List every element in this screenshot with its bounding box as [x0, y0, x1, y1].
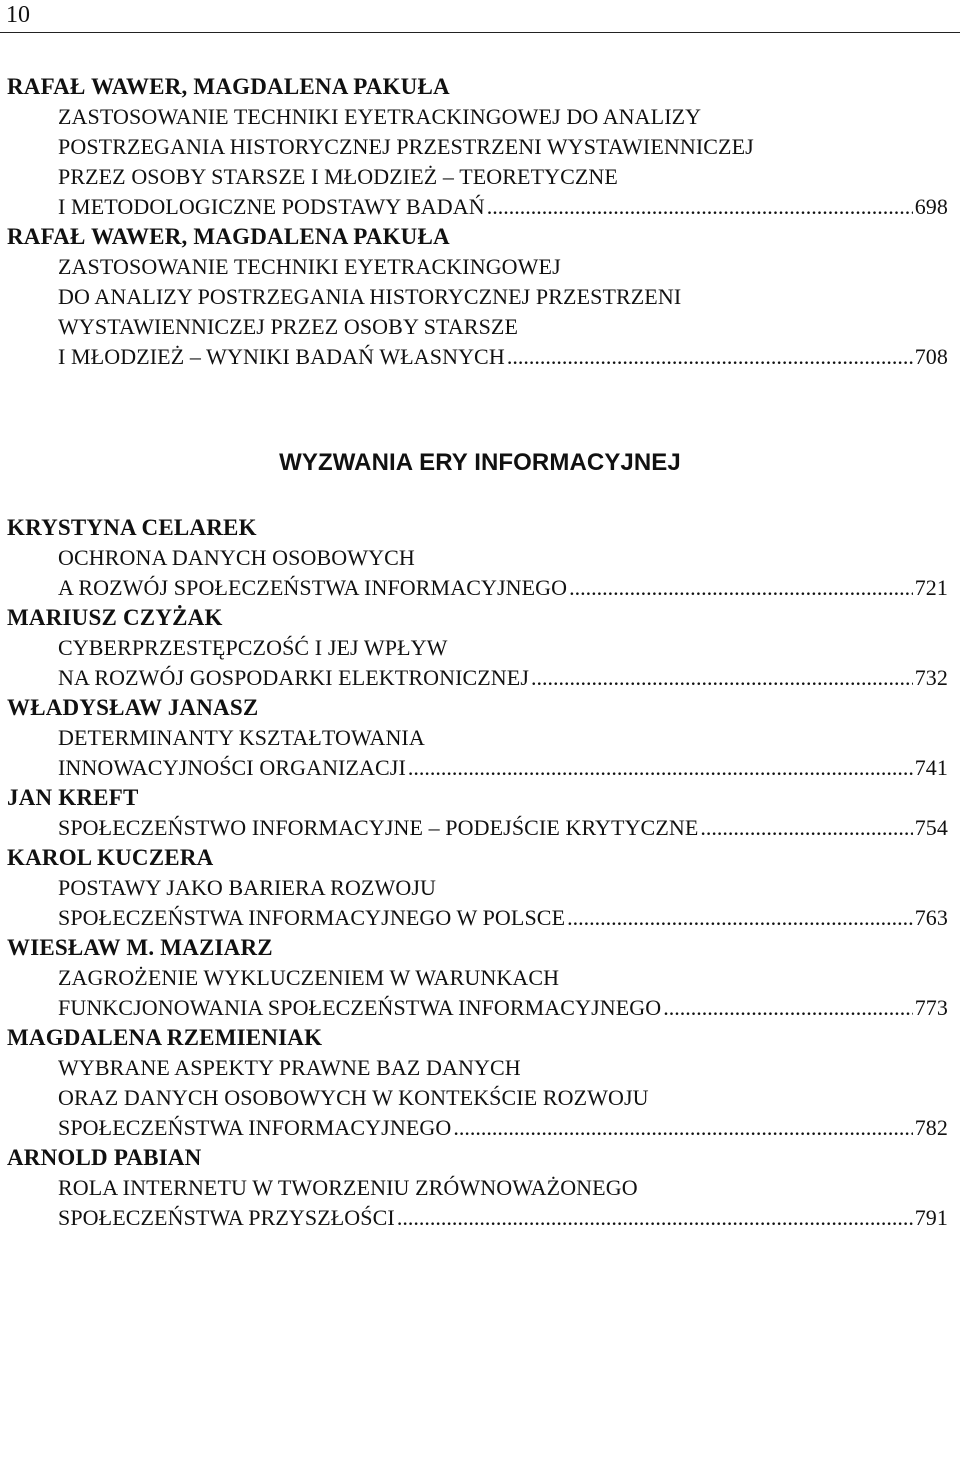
toc-entry-title: [0, 1173, 960, 1233]
toc-entry-title: [0, 1053, 960, 1143]
toc-entry-title-line: SPOŁECZEŃSTWA PRZYSZŁOŚCI: [58, 1205, 395, 1230]
toc-entry-title-line: ZASTOSOWANIE TECHNIKI EYETRACKINGOWEJ DO ANALIZY: [58, 104, 702, 129]
toc-entry-title-last-line: [58, 663, 948, 693]
toc-entry-author: JAN KREFT: [7, 785, 139, 810]
toc-entry-title: [0, 813, 960, 843]
toc-entry-title-line: WYBRANE ASPEKTY PRAWNE BAZ DANYCH: [58, 1055, 521, 1080]
toc-entry-title-line: NA ROZWÓJ GOSPODARKI ELEKTRONICZNEJ: [58, 665, 529, 690]
toc-entry-author: ARNOLD PABIAN: [7, 1145, 202, 1170]
toc-entry-title-line: CYBERPRZESTĘPCZOŚĆ I JEJ WPŁYW: [58, 635, 448, 660]
toc-entry-title: [0, 963, 960, 1023]
toc-entry-title-line: DETERMINANTY KSZTAŁTOWANIA: [58, 725, 425, 750]
toc-entry[interactable]: [0, 603, 960, 693]
toc-entry-title-line: ORAZ DANYCH OSOBOWYCH W KONTEKŚCIE ROZWOJU: [58, 1085, 649, 1110]
toc-entry-title-line: ZAGROŻENIE WYKLUCZENIEM W WARUNKACH: [58, 965, 560, 990]
toc-entry-page-number[interactable]: 708: [914, 344, 948, 369]
toc-entry-title: [0, 873, 960, 933]
toc-entry-title-line: ROLA INTERNETU W TWORZENIU ZRÓWNOWAŻONEGO: [58, 1175, 638, 1200]
toc-entry-title-last-line: [58, 573, 948, 603]
toc-entry[interactable]: [0, 1143, 960, 1233]
toc-entry-title-last-line: [58, 813, 948, 843]
dot-leader: [531, 663, 913, 693]
dot-leader: [453, 1113, 912, 1143]
toc-entry[interactable]: [0, 72, 960, 222]
toc-entry-author: RAFAŁ WAWER, MAGDALENA PAKUŁA: [7, 224, 450, 249]
toc-entry-title: [0, 252, 960, 372]
toc-entry-page-number[interactable]: 791: [914, 1205, 948, 1230]
section-spacer: [0, 372, 960, 448]
toc-entry-page-number[interactable]: 732: [914, 665, 948, 690]
toc-entry-title-last-line: [58, 342, 948, 372]
section-spacer: [0, 478, 960, 513]
toc-entry[interactable]: [0, 693, 960, 783]
toc-entry-author: WIESŁAW M. MAZIARZ: [7, 935, 273, 960]
toc-entry-author: MAGDALENA RZEMIENIAK: [7, 1025, 323, 1050]
dot-leader: [569, 573, 913, 603]
toc-entry-title-line: SPOŁECZEŃSTWO INFORMACYJNE – PODEJŚCIE KRYTYCZNE: [58, 815, 699, 840]
toc-entry-title-last-line: [58, 1203, 948, 1233]
toc-entry-title-line: I METODOLOGICZNE PODSTAWY BADAŃ: [58, 194, 485, 219]
page-number: 10: [6, 2, 30, 28]
toc-entry[interactable]: [0, 513, 960, 603]
toc-entries-section: [0, 513, 960, 1233]
toc-entry-title-line: ZASTOSOWANIE TECHNIKI EYETRACKINGOWEJ: [58, 254, 561, 279]
dot-leader: [507, 342, 913, 372]
toc-entry-title: [0, 723, 960, 783]
section-heading: WYZWANIA ERY INFORMACYJNEJ: [279, 449, 681, 476]
toc-entry-author: MARIUSZ CZYŻAK: [7, 605, 223, 630]
toc-entry-title-line: POSTRZEGANIA HISTORYCZNEJ PRZESTRZENI WYSTAWIENNICZEJ: [58, 134, 754, 159]
toc-entry-page-number[interactable]: 773: [914, 995, 948, 1020]
toc-entry-title-line: INNOWACYJNOŚCI ORGANIZACJI: [58, 755, 406, 780]
toc-entry-page-number[interactable]: 741: [914, 755, 948, 780]
toc-entry-author: WŁADYSŁAW JANASZ: [7, 695, 259, 720]
toc-entry-page-number[interactable]: 721: [914, 575, 948, 600]
toc-entry[interactable]: [0, 783, 960, 843]
dot-leader: [567, 903, 913, 933]
toc-entry[interactable]: [0, 843, 960, 933]
toc-entry[interactable]: [0, 933, 960, 1023]
toc-entry-author: KRYSTYNA CELAREK: [7, 515, 257, 540]
dot-leader: [663, 993, 912, 1023]
dot-leader: [408, 753, 913, 783]
toc-entry-title-last-line: [58, 1113, 948, 1143]
toc-entry-title: [0, 543, 960, 603]
toc-entry-title-line: POSTAWY JAKO BARIERA ROZWOJU: [58, 875, 436, 900]
toc-entry-author: RAFAŁ WAWER, MAGDALENA PAKUŁA: [7, 74, 450, 99]
toc-entry-page-number[interactable]: 698: [914, 194, 948, 219]
toc-entry-title: [0, 633, 960, 693]
toc-entry-title-last-line: [58, 192, 948, 222]
dot-leader: [700, 813, 912, 843]
toc-entry-page-number[interactable]: 763: [914, 905, 948, 930]
toc-entry-title-line: PRZEZ OSOBY STARSZE I MŁODZIEŻ – TEORETYCZNE: [58, 164, 618, 189]
toc-entry-title-last-line: [58, 753, 948, 783]
toc-entry-title-line: SPOŁECZEŃSTWA INFORMACYJNEGO W POLSCE: [58, 905, 566, 930]
dot-leader: [487, 192, 913, 222]
toc-entry-title-line: A ROZWÓJ SPOŁECZEŃSTWA INFORMACYJNEGO: [58, 575, 568, 600]
page-header: [0, 0, 960, 33]
toc-entry-title-last-line: [58, 903, 948, 933]
dot-leader: [397, 1203, 913, 1233]
toc-entry-page-number[interactable]: 782: [914, 1115, 948, 1140]
toc-entry-author: KAROL KUCZERA: [7, 845, 214, 870]
toc-entry-title-line: DO ANALIZY POSTRZEGANIA HISTORYCZNEJ PRZESTRZENI: [58, 284, 682, 309]
toc-entry-title-line: WYSTAWIENNICZEJ PRZEZ OSOBY STARSZE: [58, 314, 518, 339]
toc-entry[interactable]: [0, 222, 960, 372]
table-of-contents: [0, 72, 960, 1233]
toc-entry-title-line: FUNKCJONOWANIA SPOŁECZEŃSTWA INFORMACYJNEGO: [58, 995, 662, 1020]
toc-entry-title-line: SPOŁECZEŃSTWA INFORMACYJNEGO: [58, 1115, 452, 1140]
toc-entry-title-line: I MŁODZIEŻ – WYNIKI BADAŃ WŁASNYCH: [58, 344, 505, 369]
toc-entry[interactable]: [0, 1023, 960, 1143]
toc-entry-title-line: OCHRONA DANYCH OSOBOWYCH: [58, 545, 415, 570]
toc-entries-top: [0, 72, 960, 372]
toc-entry-page-number[interactable]: 754: [914, 815, 948, 840]
toc-entry-title-last-line: [58, 993, 948, 1023]
toc-entry-title: [0, 102, 960, 222]
